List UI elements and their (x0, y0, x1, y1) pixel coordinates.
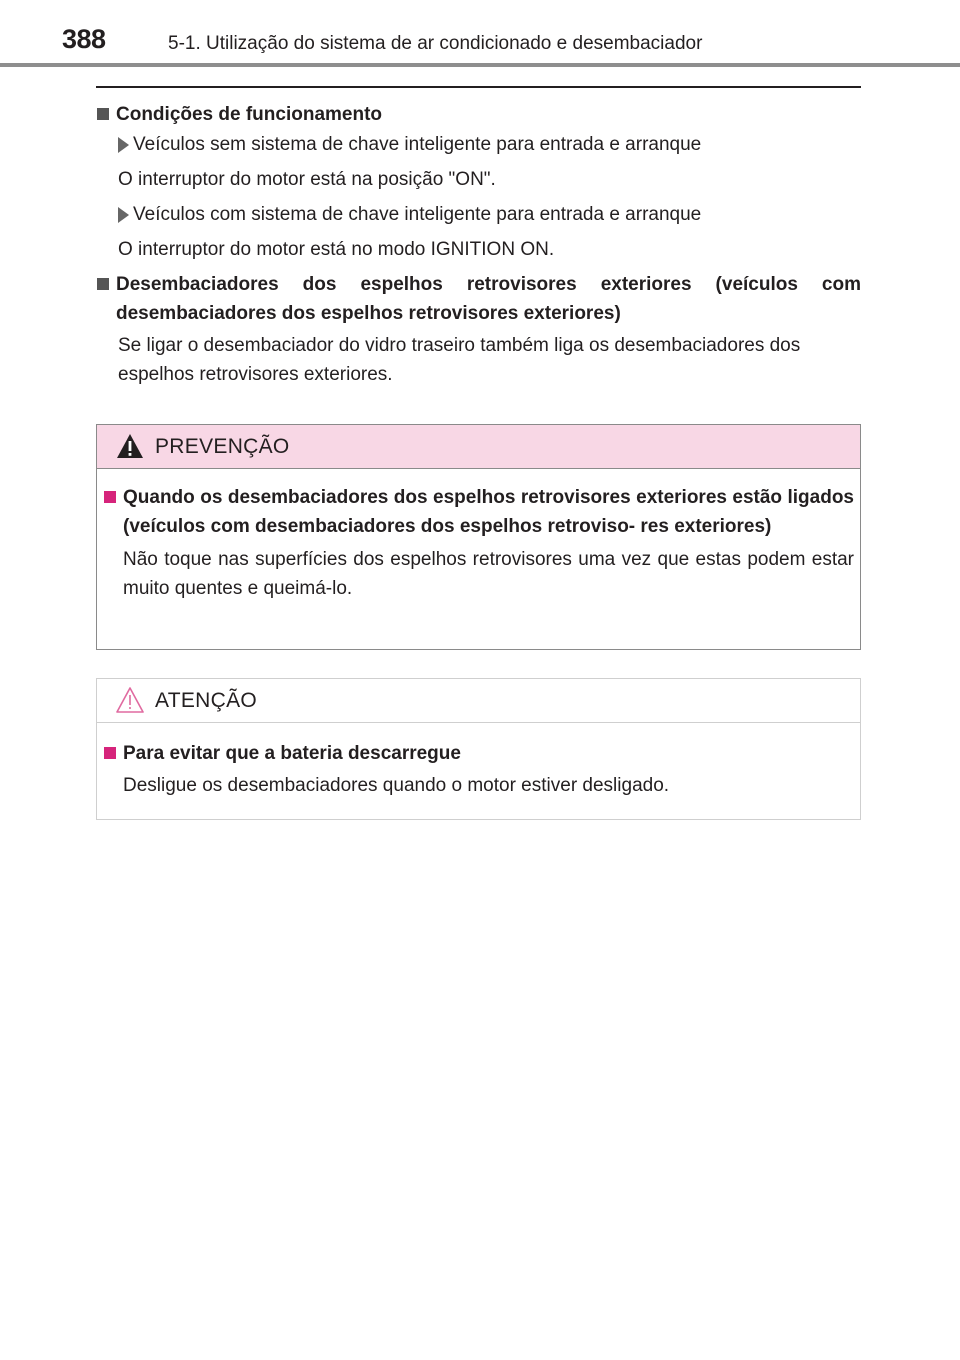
triangle-bullet-icon (118, 137, 129, 153)
notice-box-header (97, 679, 860, 723)
caution-triangle-icon (115, 686, 145, 714)
case-1-label-text: Veículos sem sistema de chave inteligente para entrada e arranque (133, 134, 702, 155)
heading-text: Desembaciadores dos espelhos retrovisores exteriores (veículos com desembaciadores dos espelhos retrovisores exteriores) (116, 274, 861, 324)
warning-triangle-icon (115, 432, 145, 460)
warning-box-title: PREVENÇÃO (155, 435, 290, 458)
page-header (0, 0, 960, 70)
notice-box-body (97, 723, 860, 800)
notice-text: Desligue os desembaciadores quando o motor estiver desligado. (123, 775, 670, 796)
case-2-label (118, 200, 861, 229)
page-number: 388 (62, 24, 106, 54)
notice-box-title: ATENÇÃO (155, 689, 258, 712)
header-rule (0, 63, 960, 67)
square-bullet-icon (104, 491, 116, 503)
notice-heading (103, 739, 854, 768)
heading-text: Condições de funcionamento (116, 104, 383, 125)
mirror-defoggers-text: Se ligar o desembaciador do vidro traseiro também liga os desembaciadores dos espelhos retrovisores exteriores. (118, 335, 801, 385)
square-bullet-icon (104, 747, 116, 759)
case-1-label (118, 130, 861, 159)
square-bullet-icon (97, 278, 109, 290)
operating-conditions-heading (96, 100, 861, 129)
triangle-bullet-icon (118, 207, 129, 223)
case-1-text: O interruptor do motor está na posição "ON". (118, 169, 496, 190)
warning-box-header (97, 425, 860, 469)
mirror-defoggers-heading (96, 270, 861, 328)
square-bullet-icon (97, 108, 109, 120)
notice-heading-text: Para evitar que a bateria descarregue (123, 743, 461, 764)
warning-box-body (97, 469, 860, 603)
section-title: 5-1. Utilização do sistema de ar condicionado e desembaciador (168, 33, 703, 54)
main-content (96, 100, 861, 395)
case-2-text: O interruptor do motor está no modo IGNITION ON. (118, 239, 555, 260)
warning-heading-text: Quando os desembaciadores dos espelhos retrovisores exteriores estão ligados (veículos com desembaciadores dos espelhos retroviso- res exteriores) (123, 487, 854, 537)
warning-heading (103, 483, 854, 541)
warning-text: Não toque nas superfícies dos espelhos retrovisores uma vez que estas podem estar muito quentes e queimá-lo. (123, 549, 854, 599)
warning-box (96, 424, 861, 650)
content-divider (96, 86, 861, 88)
notice-box (96, 678, 861, 820)
case-2-label-text: Veículos com sistema de chave inteligente para entrada e arranque (133, 204, 702, 225)
